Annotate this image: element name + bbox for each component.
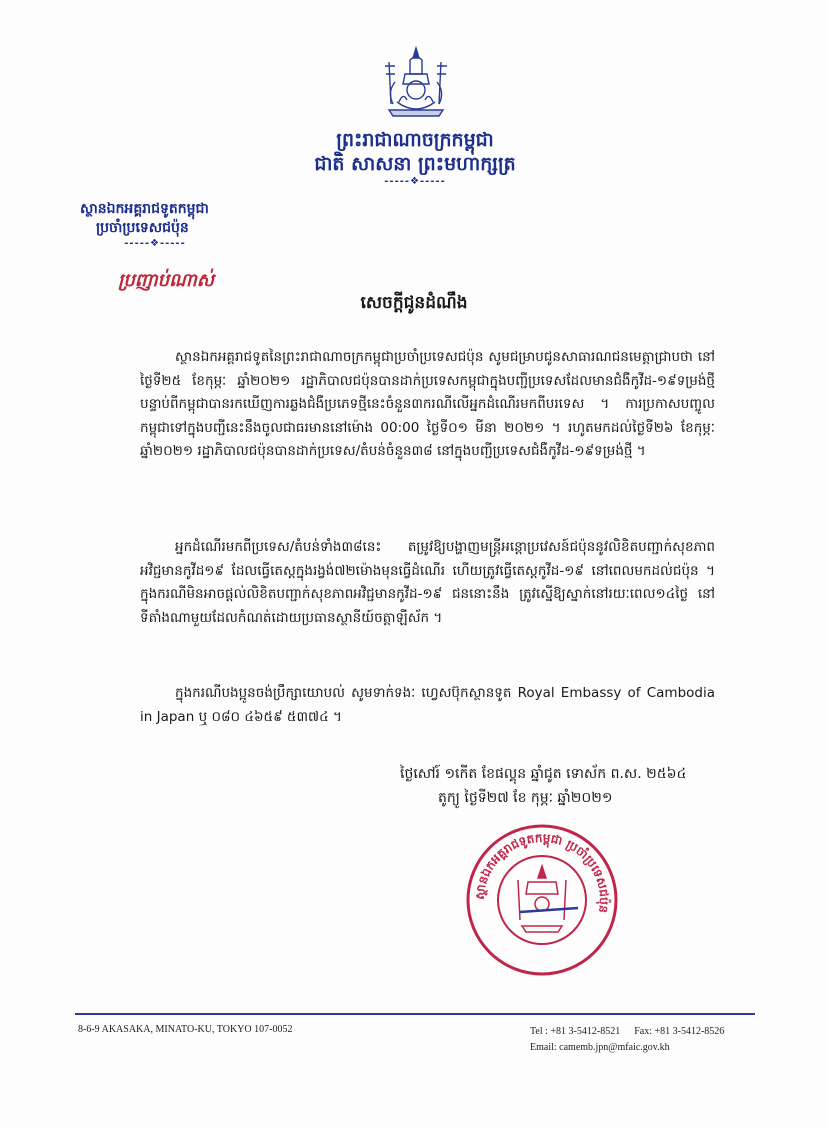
date-block [400,762,720,810]
embassy-name: ស្ថានឯកអគ្គរាជទូតកម្ពុជា [80,201,209,217]
document-title: សេចក្តីជូនដំណឹង [360,293,468,313]
seal-signature-stroke [520,908,578,912]
contact-phone: ០៨០ ៤៦៥៩ ៥៣៧៤ ។ [211,708,342,725]
seal-ring-text: ស្ថានឯកអគ្គរាជទូតកម្ពុជា ប្រចាំប្រទេសជប៉ុន [472,830,612,914]
contact-intro: ក្នុងករណីបងប្អូនចង់ប្រឹក្សាយោបល់ សូមទាក់ទងៈ ហ្វេសប៊ុកស្ថានទូត [175,685,512,701]
seal-emblem-icon [518,866,566,932]
lunar-date: ថ្ងៃសៅរ៍ ១កើត ខែផល្គុន ឆ្នាំជូត ទោស័ក ព.ស. ២៥៦៤ [400,766,687,782]
conjunction-or: ឬ [198,708,208,725]
urgent-label: ប្រញាប់ណាស់ [118,270,214,291]
paragraph-1: ស្ថានឯកអគ្គរាជទូតនៃព្រះរាជាណាចក្រកម្ពុជាប្រចាំប្រទេសជប៉ុន សូមជម្រាបជូនសាធារណជនមេត្តាជ្រាបថា នៅថ្ងៃទី២៥ ខែកុម្ភៈ ឆ្នាំ២០២១ រដ្ឋាភិបាលជប៉ុនបានដាក់ប្រទេសកម្ពុជាក្នុងបញ្ជីប្រទេសដែលមានជំងឺកូវីដ-១៩ទម្រង់ថ្មី បន្ទាប់ពីកម្ពុជាបានរកឃើញការឆ្លងជំងឺប្រភេទថ្មីនេះចំនួន៣ករណីលើអ្នកដំណើរមកពីបរទេស ។ ការប្រកាសបញ្ចូលកម្ពុជាទៅក្នុងបញ្ជីនេះនឹងចូលជាធរមាននៅម៉ោង 00:00 ថ្ងៃទី០១ មីនា ២០២១ ។ រហូតមកដល់ថ្ងៃទី២៦ ខែកុម្ភៈ ឆ្នាំ២០២១ រដ្ឋាភិបាលជប៉ុនបានដាក់ប្រទេស/តំបន់ចំនួន៣៨ នៅក្នុងបញ្ជីប្រទេសជំងឺកូវីដ-១៩ទម្រង់ថ្មី ។ [140,349,715,459]
sender-ornament: -----❖----- [124,238,186,249]
kingdom-heading [300,128,530,187]
embassy-seal [462,820,622,980]
paragraph-2: អ្នកដំណើរមកពីប្រទេស/តំបន់ទាំង៣៨នេះ តម្រូវឱ្យបង្ហាញមន្ត្រីអន្តោប្រវេសន៍ជប៉ុននូវលិខិតបញ្ជាក់សុខភាពអវិជ្ជមានកូវីដ១៩ ដែលធ្វើតេស្តក្នុងរង្វង់៧២ម៉ោងមុនធ្វើដំណើរ ហើយត្រូវធ្វើតេស្តកូវីដ-១៩ នៅពេលមកដល់ជប៉ុន ។ ក្នុងករណីមិនអាចផ្តល់លិខិតបញ្ជាក់សុខភាពអវិជ្ជមានកូវីដ-១៩ ជននោះនឹង ត្រូវស្នើឱ្យស្នាក់នៅរយៈពេល១៤ថ្ងៃ នៅទីតាំងណាមួយដែលកំណត់ដោយប្រធានស្ថានីយ៍ចត្តាឡីស័ក ។ [140,539,715,626]
facebook-page-name: Royal Embassy of Cambodia in Japan [140,685,715,725]
paragraph-3 [140,682,715,729]
national-motto: ជាតិ សាសនា ព្រះមហាក្សត្រ [314,153,516,175]
sender-block [80,200,270,249]
embassy-location: ប្រចាំប្រទេសជប៉ុន [96,220,189,236]
solar-date: តូក្យូ ថ្ងៃទី២៧ ខែ កុម្ភៈ ឆ្នាំ២០២១ [438,790,613,806]
footer-address: 8-6-9 AKASAKA, MINATO-KU, TOKYO 107-0052 [78,1024,293,1035]
footer-contact [530,1024,724,1056]
kingdom-name: ព្រះរាជាណាចក្រកម្ពុជា [336,129,494,151]
footer-fax: Fax: +81 3-5412-8526 [634,1026,725,1037]
footer-tel: Tel : +81 3-5412-8521 [530,1026,621,1037]
footer-divider [75,1013,755,1015]
royal-emblem-icon [375,44,457,126]
ornament-divider: -----❖----- [384,176,446,187]
footer-email: Email: camemb.jpn@mfaic.gov.kh [530,1042,670,1053]
